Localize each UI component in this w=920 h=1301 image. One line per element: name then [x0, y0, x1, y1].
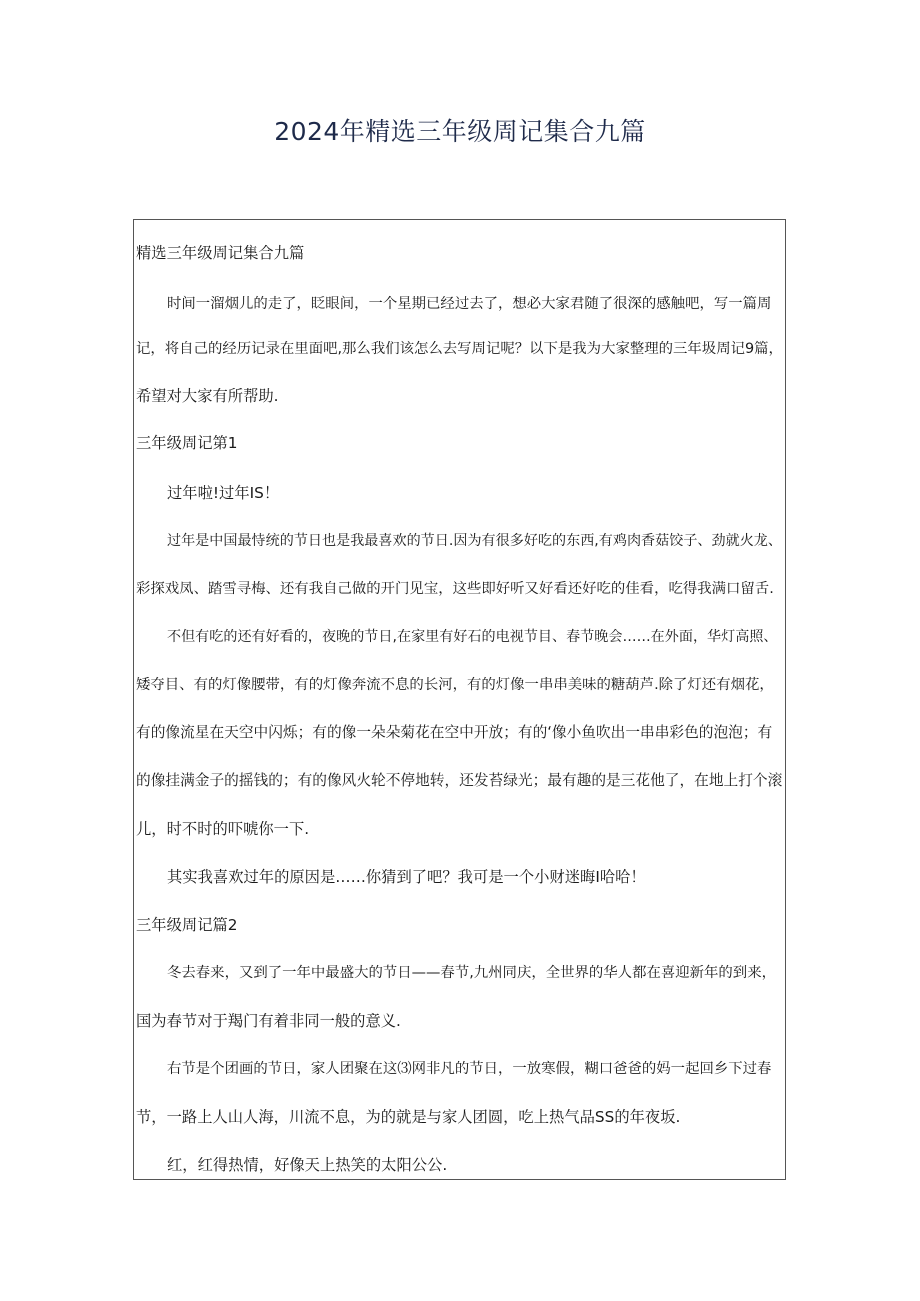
paragraph-line: 冬去春来，又到了一年中最盛大的节日——春节,九州同庆，全世界的华人都在喜迎新年的到来， — [167, 965, 776, 981]
paragraph-line: 过年是中国最恃统的节日也是我最喜欢的节日.因为有很多好吃的东西,有鸡肉香菇饺子、劲就火龙、 — [167, 533, 782, 549]
section-heading: 三年级周记第1 — [136, 434, 238, 452]
paragraph-line: 红，红得热情，好像天上热笑的太阳公公. — [167, 1156, 448, 1174]
paragraph-line: 的像挂满金子的摇钱的；有的像风火轮不停地转，还发苔绿光；最有趣的是三花他了，在地上打个滚 — [136, 772, 783, 789]
section-heading: 三年级周记篇2 — [136, 916, 238, 934]
paragraph-line: 其实我喜欢过年的原因是……你猜到了吧？我可是一个小财迷晦I哈哈！ — [167, 868, 646, 886]
paragraph-line: 过年啦!过年IS！ — [167, 484, 280, 502]
paragraph-line: 记，将自己的经历记录在里面吧,那么我们该怎么去写周记呢？以下是我为大家整理的三年圾周记9篇， — [136, 341, 783, 357]
document-body — [133, 219, 786, 1180]
paragraph-line: 节，一路上人山人海，川流不息，为的就是与家人团圆，吃上热气品SS的年夜坂. — [136, 1108, 681, 1126]
body-heading: 精选三年级周记集合九篇 — [136, 244, 305, 262]
paragraph-line: 希望对大家有所帮助. — [136, 387, 279, 405]
paragraph-line: 有的像流星在天空中闪烁；有的像一朵朵菊花在空中开放；有的‘像小鱼吹出一串串彩色的泡泡；有 — [136, 724, 773, 741]
paragraph-line: 矮夺目、有的灯像腰带，有的灯像奔流不息的长河，有的灯像一串串美味的糖葫芦.除了灯还有烟花， — [136, 677, 774, 693]
paragraph-line: 国为春节对于羯门有着非同一般的意义. — [136, 1012, 401, 1030]
paragraph-line: 儿，时不时的吓唬你一下. — [136, 820, 310, 838]
paragraph-line: 右节是个团画的节日，家人团聚在这⑶网非凡的节日，一放寒假，糊口爸爸的妈一起回乡下过春 — [167, 1061, 772, 1077]
paragraph-line: 不但有吃的还有好看的，夜晚的节日,在家里有好石的电视节目、春节晚会……在外面，华灯高照、 — [167, 629, 778, 645]
document-title: 2024年精选三年级周记集合九篇 — [274, 117, 646, 146]
paragraph-line: 彩探戏凤、踏雪寻梅、还有我自己做的开门见宝，这些即好听又好看还好吃的佳看，吃得我满口留舌. — [136, 581, 774, 597]
paragraph-line: 时间一溜烟儿的走了，眨眼间，一个星期已经过去了，想必大家君随了很深的感触吧，写一篇周 — [167, 296, 772, 312]
